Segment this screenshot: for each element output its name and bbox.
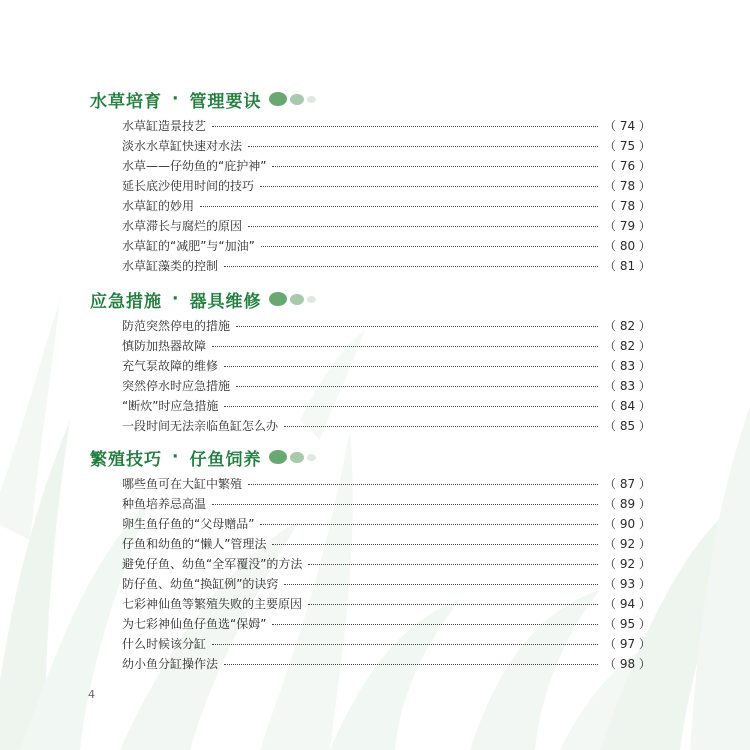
entry-page: （ 82 ）: [604, 339, 651, 353]
dot-light: [307, 454, 316, 461]
dot-dark: [269, 292, 287, 306]
toc-entry[interactable]: [90, 634, 650, 654]
toc-entries: [90, 116, 650, 276]
dot-leader: [272, 544, 598, 545]
entry-title: 避免仔鱼、幼鱼“全军覆没”的方法: [122, 557, 303, 571]
page-number: 4: [88, 688, 95, 701]
toc-entry[interactable]: [90, 416, 650, 436]
toc-entry[interactable]: [90, 116, 650, 136]
entry-title: 什么时候该分缸: [122, 637, 207, 651]
entry-title: 水草缸的妙用: [122, 199, 195, 213]
entry-page: （ 89 ）: [604, 497, 651, 511]
entry-page: （ 80 ）: [604, 239, 651, 253]
entry-page: （ 98 ）: [604, 657, 651, 671]
section-title: 水草培育: [90, 91, 162, 112]
section-title: 应急措施: [90, 291, 162, 312]
dot-leader: [248, 484, 598, 485]
entry-title: 卵生鱼仔鱼的“父母赠品”: [122, 517, 255, 531]
toc-entry[interactable]: [90, 396, 650, 416]
toc-entries: [90, 474, 650, 674]
toc-section-breeding: [90, 445, 650, 674]
dot-dark: [269, 450, 287, 464]
entry-page: （ 83 ）: [604, 379, 651, 393]
toc-entry[interactable]: [90, 156, 650, 176]
toc-entry[interactable]: [90, 316, 650, 336]
toc-entry[interactable]: [90, 534, 650, 554]
toc-entry[interactable]: [90, 574, 650, 594]
decorative-dots-icon: [269, 450, 319, 464]
toc-entry[interactable]: [90, 196, 650, 216]
section-separator: ·: [172, 447, 180, 467]
decorative-dots-icon: [269, 292, 319, 306]
dot-light: [307, 96, 316, 103]
dot-leader: [284, 426, 598, 427]
toc-entry[interactable]: [90, 216, 650, 236]
entry-page: （ 95 ）: [604, 617, 651, 631]
dot-leader: [284, 584, 598, 585]
dot-mid: [290, 94, 304, 105]
toc-entry[interactable]: [90, 356, 650, 376]
entry-title: 充气泵故障的维修: [122, 359, 219, 373]
toc-entry[interactable]: [90, 554, 650, 574]
entry-title: “断炊”时应急措施: [122, 399, 219, 413]
entry-title: 水草缸藻类的控制: [122, 259, 219, 273]
dot-leader: [224, 406, 598, 407]
decorative-dots-icon: [269, 92, 319, 106]
section-heading: [90, 287, 650, 311]
toc-entry[interactable]: [90, 474, 650, 494]
toc-entry[interactable]: [90, 236, 650, 256]
toc-section-aquatic-plants: [90, 87, 650, 276]
entry-title: 延长底沙使用时间的技巧: [122, 179, 255, 193]
section-separator: ·: [172, 89, 180, 109]
entry-title: 慎防加热器故障: [122, 339, 207, 353]
entry-title: 哪些鱼可在大缸中繁殖: [122, 477, 243, 491]
entry-page: （ 83 ）: [604, 359, 651, 373]
entry-title: 防范突然停电的措施: [122, 319, 231, 333]
dot-leader: [212, 504, 598, 505]
entry-page: （ 92 ）: [604, 537, 651, 551]
toc-entry[interactable]: [90, 136, 650, 156]
toc-section-emergency-measures: [90, 287, 650, 436]
dot-leader: [236, 386, 598, 387]
dot-leader: [212, 346, 598, 347]
entry-page: （ 90 ）: [604, 517, 651, 531]
dot-mid: [290, 452, 304, 463]
toc-entry[interactable]: [90, 176, 650, 196]
entry-title: 种鱼培养忌高温: [122, 497, 207, 511]
section-subtitle: 器具维修: [189, 291, 262, 312]
entry-title: 淡水水草缸快速对水法: [122, 139, 243, 153]
entry-page: （ 93 ）: [604, 577, 651, 591]
entry-page: （ 78 ）: [604, 179, 651, 193]
entry-title: 仔鱼和幼鱼的“懒人”管理法: [122, 537, 267, 551]
dot-leader: [308, 604, 598, 605]
dot-leader: [248, 226, 598, 227]
entry-page: （ 76 ）: [604, 159, 651, 173]
toc-entry[interactable]: [90, 514, 650, 534]
entry-page: （ 92 ）: [604, 557, 651, 571]
entry-title: 幼小鱼分缸操作法: [122, 657, 219, 671]
toc-entry[interactable]: [90, 614, 650, 634]
dot-leader: [272, 166, 598, 167]
section-subtitle: 仔鱼饲养: [189, 449, 262, 470]
dot-leader: [248, 146, 598, 147]
toc-entry[interactable]: [90, 594, 650, 614]
entry-page: （ 85 ）: [604, 419, 651, 433]
dot-leader: [224, 664, 598, 665]
entry-title: 水草——仔幼鱼的“庇护神”: [122, 159, 267, 173]
entry-title: 水草滞长与腐烂的原因: [122, 219, 243, 233]
entry-page: （ 97 ）: [604, 637, 651, 651]
dot-leader: [260, 524, 598, 525]
dot-leader: [260, 186, 598, 187]
entry-title: 防仔鱼、幼鱼“换缸例”的诀窍: [122, 577, 279, 591]
dot-leader: [272, 624, 598, 625]
dot-leader: [261, 246, 598, 247]
dot-leader: [200, 206, 598, 207]
toc-entry[interactable]: [90, 336, 650, 356]
entry-page: （ 84 ）: [604, 399, 651, 413]
toc-entry[interactable]: [90, 256, 650, 276]
entry-title: 一段时间无法亲临鱼缸怎么办: [122, 419, 279, 433]
dot-leader: [224, 366, 598, 367]
dot-light: [307, 296, 316, 303]
section-heading: [90, 445, 650, 469]
dot-leader: [308, 564, 598, 565]
entry-page: （ 78 ）: [604, 199, 651, 213]
section-separator: ·: [172, 289, 180, 309]
toc-entry[interactable]: [90, 654, 650, 674]
entry-title: 水草缸的“减肥”与“加油”: [122, 239, 255, 253]
entry-page: （ 75 ）: [604, 139, 651, 153]
entry-page: （ 79 ）: [604, 219, 651, 233]
entry-page: （ 74 ）: [604, 119, 651, 133]
dot-dark: [269, 92, 287, 106]
entry-title: 水草缸造景技艺: [122, 119, 207, 133]
section-title: 繁殖技巧: [90, 449, 162, 470]
toc-entry[interactable]: [90, 376, 650, 396]
toc-entry[interactable]: [90, 494, 650, 514]
entry-page: （ 82 ）: [604, 319, 651, 333]
entry-title: 为七彩神仙鱼仔鱼选“保姆”: [122, 617, 267, 631]
dot-leader: [212, 644, 598, 645]
toc-entries: [90, 316, 650, 436]
dot-leader: [212, 126, 598, 127]
entry-title: 突然停水时应急措施: [122, 379, 231, 393]
dot-leader: [224, 266, 598, 267]
dot-mid: [290, 294, 304, 305]
entry-page: （ 87 ）: [604, 477, 651, 491]
section-subtitle: 管理要诀: [189, 91, 262, 112]
dot-leader: [236, 326, 598, 327]
entry-title: 七彩神仙鱼等繁殖失败的主要原因: [122, 597, 303, 611]
entry-page: （ 81 ）: [604, 259, 651, 273]
entry-page: （ 94 ）: [604, 597, 651, 611]
section-heading: [90, 87, 650, 111]
